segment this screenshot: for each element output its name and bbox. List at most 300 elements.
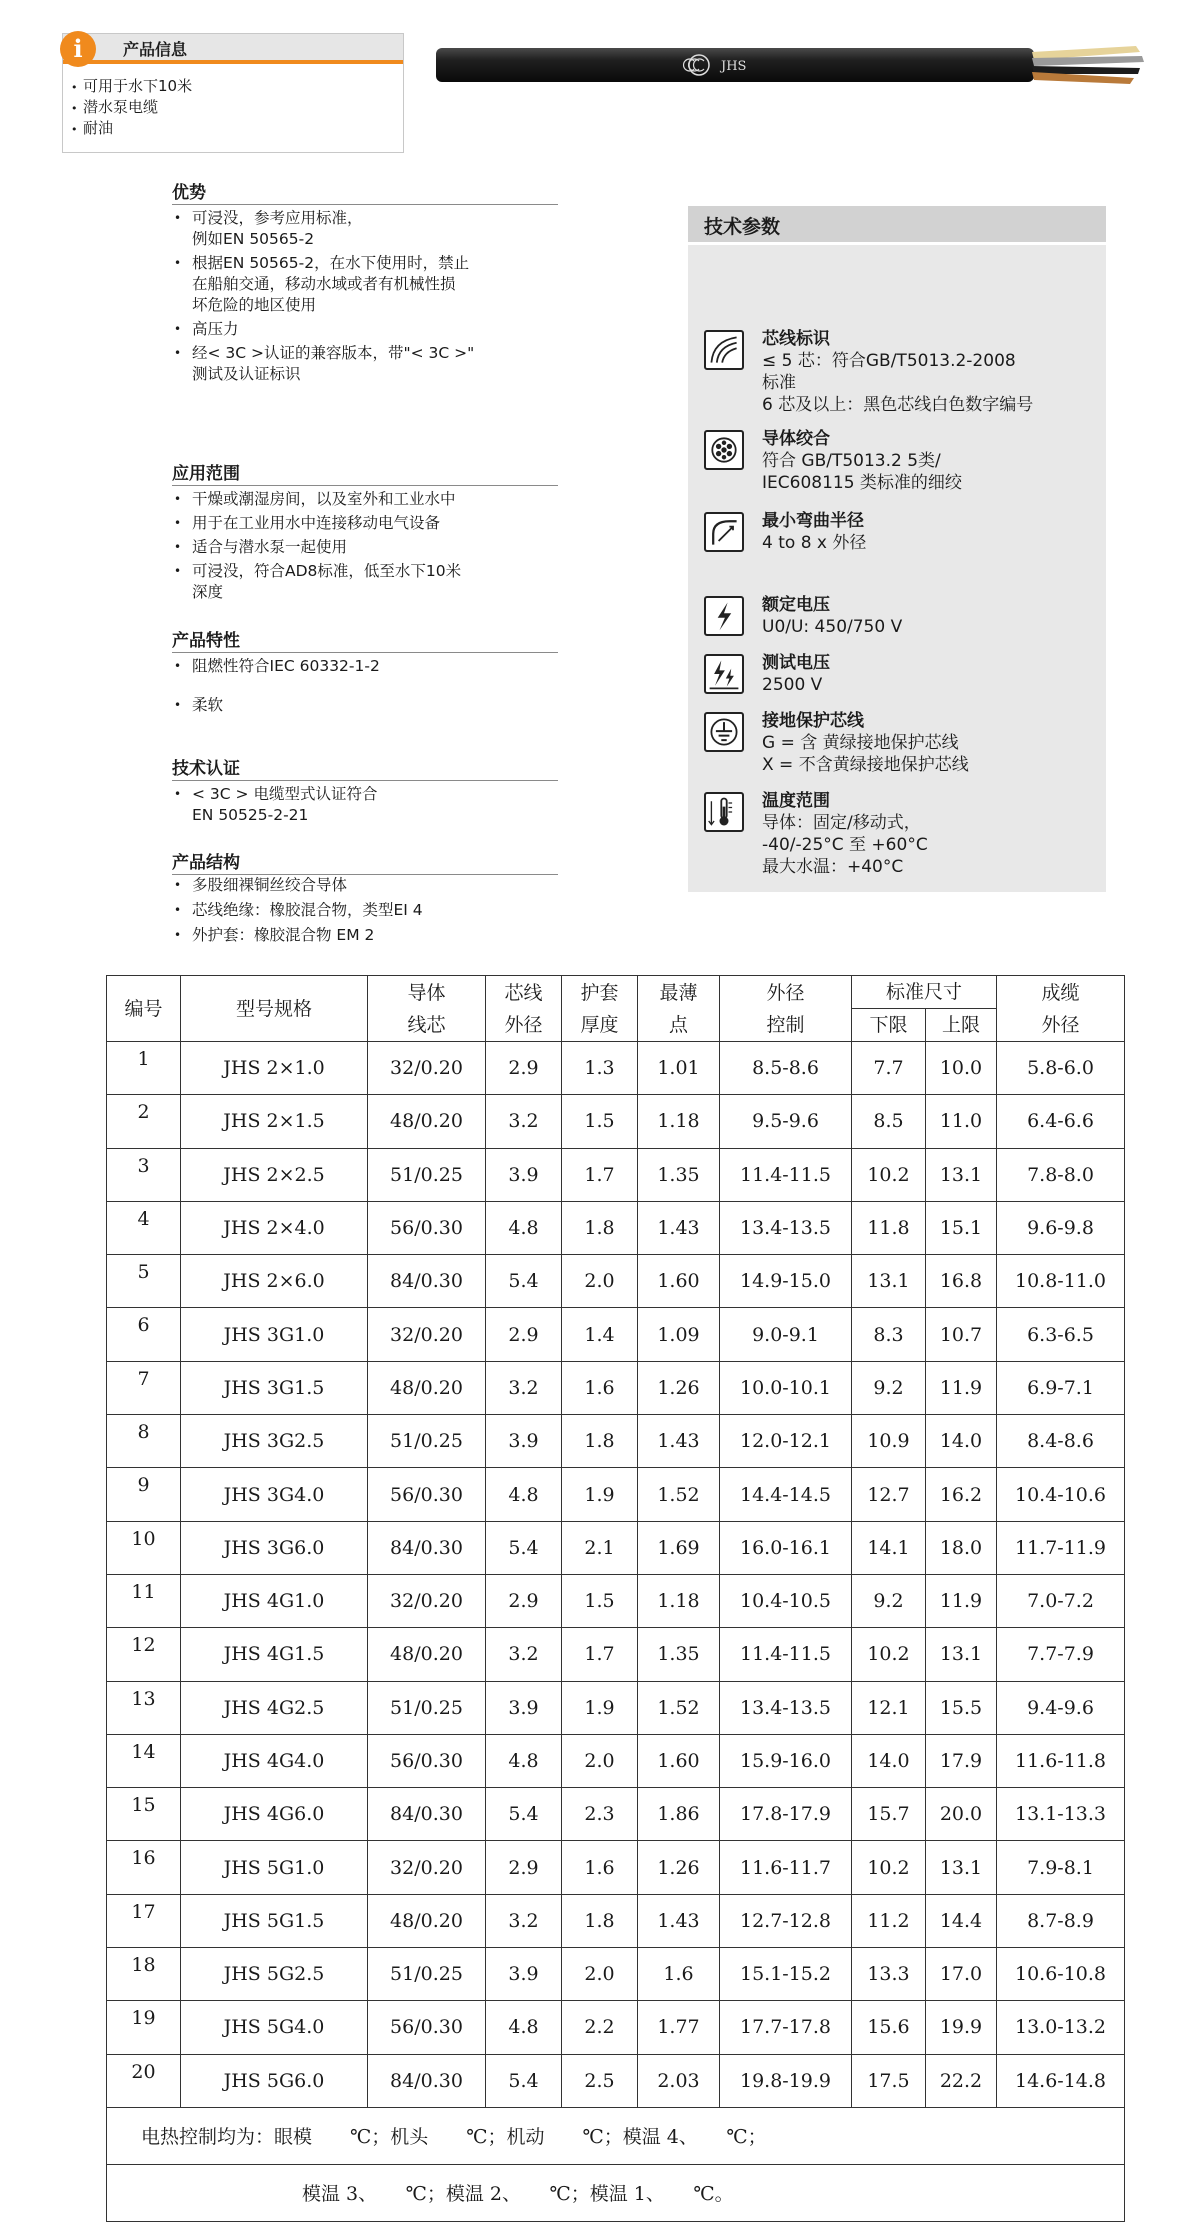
cell-conductor: 84/0.30 (368, 1255, 486, 1308)
cell-model: JHS 4G1.5 (181, 1628, 368, 1681)
tech-params-title: 技术参数 (704, 216, 781, 238)
cell-upper: 22.2 (926, 2054, 997, 2107)
cell-conductor: 32/0.20 (368, 1308, 486, 1361)
product-info-title: 产品信息 (123, 40, 188, 59)
cell-lower: 12.7 (852, 1468, 926, 1521)
header-core-od (486, 976, 562, 1042)
cell-model: JHS 5G1.5 (181, 1894, 368, 1947)
cell-thinnest: 1.35 (638, 1628, 720, 1681)
cell-sheath: 2.2 (562, 2001, 638, 2054)
cell-upper: 17.0 (926, 1948, 997, 2001)
cell-core-od: 4.8 (486, 2001, 562, 2054)
table-footer-row (107, 2164, 1125, 2221)
cell-conductor: 48/0.20 (368, 1894, 486, 1947)
cell-core-od: 3.2 (486, 1095, 562, 1148)
header-thinnest (638, 976, 720, 1042)
cell-no: 12 (107, 1628, 181, 1681)
ground-icon (704, 712, 744, 752)
cell-upper: 10.0 (926, 1042, 997, 1095)
param-title: 导体绞合 (762, 429, 830, 449)
header-line: 芯线 (504, 981, 543, 1004)
cell-upper: 18.0 (926, 1521, 997, 1574)
param-line: -40/-25°C 至 +60°C (762, 835, 928, 855)
cell-sheath: 1.8 (562, 1415, 638, 1468)
cell-model: JHS 3G6.0 (181, 1521, 368, 1574)
param-title: 测试电压 (762, 653, 830, 673)
cell-sheath: 1.9 (562, 1468, 638, 1521)
cell-sheath: 1.4 (562, 1308, 638, 1361)
cell-cable-od: 7.7-7.9 (997, 1628, 1125, 1681)
cell-sheath: 1.8 (562, 1894, 638, 1947)
cell-cable-od: 9.4-9.6 (997, 1681, 1125, 1734)
table-row (107, 1521, 1125, 1574)
cell-od-control: 17.7-17.8 (720, 2001, 852, 2054)
cell-no: 14 (107, 1734, 181, 1787)
cell-od-control: 14.9-15.0 (720, 1255, 852, 1308)
header-line: 外径 (1041, 1013, 1080, 1036)
cell-upper: 11.0 (926, 1095, 997, 1148)
cell-model: JHS 5G1.0 (181, 1841, 368, 1894)
list-item: • 适合与潜水泵一起使用 (172, 537, 558, 558)
cell-cable-od: 7.8-8.0 (997, 1148, 1125, 1201)
cell-no: 10 (107, 1521, 181, 1574)
cell-thinnest: 2.03 (638, 2054, 720, 2107)
cell-upper: 15.5 (926, 1681, 997, 1734)
conductor-strand-icon (704, 430, 744, 470)
param-title: 最小弯曲半径 (762, 511, 864, 531)
cell-core-od: 2.9 (486, 1574, 562, 1627)
table-row (107, 1681, 1125, 1734)
cell-lower: 14.0 (852, 1734, 926, 1787)
cell-sheath: 2.3 (562, 1788, 638, 1841)
section-title: 产品结构 (172, 852, 558, 875)
cell-lower: 15.6 (852, 2001, 926, 2054)
cell-sheath: 2.0 (562, 1255, 638, 1308)
table-row (107, 1361, 1125, 1414)
cell-model: JHS 3G1.0 (181, 1308, 368, 1361)
header-line: 外径 (766, 981, 805, 1004)
cell-lower: 13.3 (852, 1948, 926, 2001)
cell-od-control: 11.4-11.5 (720, 1628, 852, 1681)
cell-cable-od: 13.1-13.3 (997, 1788, 1125, 1841)
list-item: • 潜水泵电缆 (71, 97, 192, 118)
cell-no: 11 (107, 1574, 181, 1627)
cell-cable-od: 6.3-6.5 (997, 1308, 1125, 1361)
cell-conductor: 51/0.25 (368, 1148, 486, 1201)
cell-od-control: 11.4-11.5 (720, 1148, 852, 1201)
spec-table-body (107, 1042, 1125, 2108)
cell-upper: 13.1 (926, 1841, 997, 1894)
cell-sheath: 2.1 (562, 1521, 638, 1574)
cell-core-od: 3.2 (486, 1628, 562, 1681)
cell-cable-od: 11.6-11.8 (997, 1734, 1125, 1787)
header-line: 护套 (580, 981, 619, 1004)
application-list (172, 489, 558, 603)
table-row (107, 1095, 1125, 1148)
cell-od-control: 15.9-16.0 (720, 1734, 852, 1787)
temperature-icon (704, 792, 744, 832)
cell-model: JHS 4G2.5 (181, 1681, 368, 1734)
cell-upper: 11.9 (926, 1574, 997, 1627)
cell-no: 7 (107, 1361, 181, 1414)
cell-cable-od: 11.7-11.9 (997, 1521, 1125, 1574)
cell-no: 8 (107, 1415, 181, 1468)
cell-od-control: 12.0-12.1 (720, 1415, 852, 1468)
section-title: 技术认证 (172, 758, 558, 781)
structure-section (172, 852, 558, 949)
list-item: • 用于在工业用水中连接移动电气设备 (172, 513, 558, 534)
cell-upper: 14.4 (926, 1894, 997, 1947)
param-line: IEC608115 类标准的细绞 (762, 473, 962, 493)
cell-conductor: 48/0.20 (368, 1628, 486, 1681)
cell-no: 2 (107, 1095, 181, 1148)
param-line: 2500 V (762, 675, 823, 695)
cell-model: JHS 5G2.5 (181, 1948, 368, 2001)
cell-sheath: 1.5 (562, 1095, 638, 1148)
param-line: 导体：固定/移动式， (762, 813, 921, 833)
cell-model: JHS 2×1.0 (181, 1042, 368, 1095)
cell-thinnest: 1.52 (638, 1468, 720, 1521)
param-line: 标准 (762, 373, 796, 393)
header-line: 成缆 (1041, 981, 1080, 1004)
application-section (172, 463, 558, 606)
cell-cable-od: 5.8-6.0 (997, 1042, 1125, 1095)
cell-lower: 7.7 (852, 1042, 926, 1095)
list-item: • < 3C > 电缆型式认证符合 EN 50525-2-21 (172, 784, 558, 826)
structure-list (172, 875, 558, 946)
cell-od-control: 19.8-19.9 (720, 2054, 852, 2107)
cell-upper: 16.2 (926, 1468, 997, 1521)
header-no: 编号 (107, 976, 181, 1042)
cell-thinnest: 1.86 (638, 1788, 720, 1841)
info-icon: i (60, 31, 96, 67)
cell-thinnest: 1.43 (638, 1415, 720, 1468)
table-footer-row (107, 2107, 1125, 2164)
cable-label: JHS (721, 59, 747, 74)
cell-conductor: 32/0.20 (368, 1574, 486, 1627)
bend-radius-icon (704, 512, 744, 552)
cell-thinnest: 1.43 (638, 1201, 720, 1254)
cell-cable-od: 6.9-7.1 (997, 1361, 1125, 1414)
cell-sheath: 1.6 (562, 1361, 638, 1414)
table-row (107, 1894, 1125, 1947)
product-info-header (63, 34, 403, 64)
cell-core-od: 5.4 (486, 1788, 562, 1841)
cell-core-od: 2.9 (486, 1308, 562, 1361)
cell-cable-od: 7.9-8.1 (997, 1841, 1125, 1894)
cell-cable-od: 8.7-8.9 (997, 1894, 1125, 1947)
table-row (107, 1841, 1125, 1894)
cell-model: JHS 3G4.0 (181, 1468, 368, 1521)
list-item: • 干燥或潮湿房间，以及室外和工业水中 (172, 489, 558, 510)
cell-sheath: 2.5 (562, 2054, 638, 2107)
cell-no: 6 (107, 1308, 181, 1361)
table-row (107, 2001, 1125, 2054)
cell-thinnest: 1.35 (638, 1148, 720, 1201)
footer-note: 电热控制均为：眼模 ℃；机头 ℃；机动 ℃；模温 4、 ℃； (107, 2107, 1125, 2164)
cell-lower: 10.9 (852, 1415, 926, 1468)
cell-lower: 15.7 (852, 1788, 926, 1841)
cell-model: JHS 4G6.0 (181, 1788, 368, 1841)
cell-thinnest: 1.43 (638, 1894, 720, 1947)
table-row (107, 1788, 1125, 1841)
list-item: • 多股细裸铜丝绞合导体 (172, 875, 558, 896)
param-title: 芯线标识 (762, 329, 830, 349)
cell-conductor: 48/0.20 (368, 1361, 486, 1414)
core-marking-icon (704, 330, 744, 370)
cell-upper: 17.9 (926, 1734, 997, 1787)
cell-od-control: 16.0-16.1 (720, 1521, 852, 1574)
cell-cable-od: 10.8-11.0 (997, 1255, 1125, 1308)
cell-lower: 8.3 (852, 1308, 926, 1361)
cell-od-control: 10.0-10.1 (720, 1361, 852, 1414)
cell-lower: 13.1 (852, 1255, 926, 1308)
cell-thinnest: 1.60 (638, 1255, 720, 1308)
cable-image (436, 44, 1146, 86)
param-line: 最大水温：+40°C (762, 857, 904, 877)
cell-upper: 14.0 (926, 1415, 997, 1468)
cell-sheath: 1.8 (562, 1201, 638, 1254)
cell-thinnest: 1.52 (638, 1681, 720, 1734)
list-item: • 根据EN 50565-2，在水下使用时，禁止 在船舶交通，移动水域或者有机械性损 坏危险的地区使用 (172, 253, 558, 316)
param-title: 温度范围 (762, 791, 830, 811)
cell-conductor: 56/0.30 (368, 2001, 486, 2054)
cell-lower: 8.5 (852, 1095, 926, 1148)
cell-conductor: 51/0.25 (368, 1415, 486, 1468)
cell-conductor: 48/0.20 (368, 1095, 486, 1148)
cell-conductor: 56/0.30 (368, 1734, 486, 1787)
product-info-list (71, 76, 192, 139)
cell-core-od: 2.9 (486, 1042, 562, 1095)
header-line: 线芯 (407, 1013, 446, 1036)
list-item: • 经< 3C >认证的兼容版本，带"< 3C >" 测试及认证标识 (172, 343, 558, 385)
cell-model: JHS 5G4.0 (181, 2001, 368, 2054)
cell-model: JHS 2×4.0 (181, 1201, 368, 1254)
cell-od-control: 10.4-10.5 (720, 1574, 852, 1627)
header-line: 厚度 (580, 1013, 619, 1036)
cell-upper: 15.1 (926, 1201, 997, 1254)
cell-upper: 16.8 (926, 1255, 997, 1308)
cell-lower: 10.2 (852, 1628, 926, 1681)
cell-model: JHS 2×2.5 (181, 1148, 368, 1201)
cell-thinnest: 1.26 (638, 1841, 720, 1894)
table-row (107, 1042, 1125, 1095)
cell-thinnest: 1.60 (638, 1734, 720, 1787)
cell-core-od: 4.8 (486, 1734, 562, 1787)
header-line: 外径 (504, 1013, 543, 1036)
header-line: 导体 (407, 981, 446, 1004)
cell-thinnest: 1.69 (638, 1521, 720, 1574)
cell-upper: 20.0 (926, 1788, 997, 1841)
cell-upper: 13.1 (926, 1148, 997, 1201)
cell-lower: 10.2 (852, 1841, 926, 1894)
param-line: ≤ 5 芯：符合GB/T5013.2-2008 (762, 351, 1016, 371)
param-title: 接地保护芯线 (762, 711, 864, 731)
param-line: 4 to 8 x 外径 (762, 533, 867, 553)
cell-sheath: 1.7 (562, 1628, 638, 1681)
table-row (107, 1574, 1125, 1627)
table-row (107, 1734, 1125, 1787)
cell-od-control: 12.7-12.8 (720, 1894, 852, 1947)
cell-conductor: 56/0.30 (368, 1201, 486, 1254)
cell-cable-od: 7.0-7.2 (997, 1574, 1125, 1627)
cell-no: 18 (107, 1948, 181, 2001)
cell-od-control: 8.5-8.6 (720, 1042, 852, 1095)
section-title: 优势 (172, 182, 558, 205)
cell-conductor: 32/0.20 (368, 1042, 486, 1095)
cell-thinnest: 1.18 (638, 1574, 720, 1627)
cell-core-od: 3.9 (486, 1415, 562, 1468)
cell-od-control: 14.4-14.5 (720, 1468, 852, 1521)
param-line: 6 芯及以上：黑色芯线白色数字编号 (762, 395, 1034, 415)
cell-cable-od: 10.6-10.8 (997, 1948, 1125, 2001)
tech-params-header (688, 206, 1106, 245)
cell-no: 19 (107, 2001, 181, 2054)
cell-model: JHS 3G1.5 (181, 1361, 368, 1414)
cell-core-od: 3.9 (486, 1948, 562, 2001)
param-line: G = 含 黄绿接地保护芯线 (762, 733, 959, 753)
voltage-icon (704, 596, 744, 636)
certification-section (172, 758, 558, 829)
cell-thinnest: 1.6 (638, 1948, 720, 2001)
cell-lower: 11.2 (852, 1894, 926, 1947)
header-line: 最薄 (659, 981, 698, 1004)
list-item: • 柔软 (172, 695, 558, 716)
cell-model: JHS 4G4.0 (181, 1734, 368, 1787)
cell-lower: 12.1 (852, 1681, 926, 1734)
cell-no: 20 (107, 2054, 181, 2107)
table-row (107, 1201, 1125, 1254)
cell-thinnest: 1.01 (638, 1042, 720, 1095)
cell-cable-od: 9.6-9.8 (997, 1201, 1125, 1254)
cell-no: 1 (107, 1042, 181, 1095)
cell-lower: 14.1 (852, 1521, 926, 1574)
cell-sheath: 1.7 (562, 1148, 638, 1201)
list-item: • 外护套：橡胶混合物 EM 2 (172, 925, 558, 946)
header-od-control (720, 976, 852, 1042)
param-line: X = 不含黄绿接地保护芯线 (762, 755, 969, 775)
header-line: 控制 (766, 1013, 805, 1036)
cell-core-od: 3.9 (486, 1681, 562, 1734)
cell-core-od: 5.4 (486, 2054, 562, 2107)
cell-od-control: 15.1-15.2 (720, 1948, 852, 2001)
cell-core-od: 2.9 (486, 1841, 562, 1894)
cell-conductor: 84/0.30 (368, 1521, 486, 1574)
cell-conductor: 51/0.25 (368, 1681, 486, 1734)
cell-no: 4 (107, 1201, 181, 1254)
cell-no: 3 (107, 1148, 181, 1201)
cell-no: 9 (107, 1468, 181, 1521)
cell-sheath: 2.0 (562, 1948, 638, 2001)
list-item: • 阻燃性符合IEC 60332-1-2 (172, 656, 558, 677)
cell-od-control: 9.0-9.1 (720, 1308, 852, 1361)
table-row (107, 1148, 1125, 1201)
cell-cable-od: 13.0-13.2 (997, 2001, 1125, 2054)
cell-sheath: 1.3 (562, 1042, 638, 1095)
cell-od-control: 13.4-13.5 (720, 1681, 852, 1734)
list-item: • 可浸没，符合AD8标准，低至水下10米 深度 (172, 561, 558, 603)
cell-lower: 17.5 (852, 2054, 926, 2107)
certification-list (172, 784, 558, 826)
list-item: • 可浸没，参考应用标准， 例如EN 50565-2 (172, 208, 558, 250)
table-row (107, 1628, 1125, 1681)
cell-model: JHS 2×6.0 (181, 1255, 368, 1308)
cell-model: JHS 4G1.0 (181, 1574, 368, 1627)
cell-no: 15 (107, 1788, 181, 1841)
cell-lower: 11.8 (852, 1201, 926, 1254)
cell-thinnest: 1.77 (638, 2001, 720, 2054)
header-lower: 下限 (852, 1009, 926, 1042)
section-title: 应用范围 (172, 463, 558, 486)
cell-no: 17 (107, 1894, 181, 1947)
cell-lower: 10.2 (852, 1148, 926, 1201)
table-header-row (107, 976, 1125, 1009)
list-item: • 可用于水下10米 (71, 76, 192, 97)
cell-core-od: 3.2 (486, 1361, 562, 1414)
cell-core-od: 3.9 (486, 1148, 562, 1201)
tech-params-panel (688, 206, 1106, 892)
table-row (107, 2054, 1125, 2107)
cell-cable-od: 6.4-6.6 (997, 1095, 1125, 1148)
cell-sheath: 1.5 (562, 1574, 638, 1627)
cell-conductor: 32/0.20 (368, 1841, 486, 1894)
cell-model: JHS 5G6.0 (181, 2054, 368, 2107)
cell-no: 5 (107, 1255, 181, 1308)
cell-thinnest: 1.18 (638, 1095, 720, 1148)
list-item: • 高压力 (172, 319, 558, 340)
header-conductor (368, 976, 486, 1042)
cell-sheath: 1.9 (562, 1681, 638, 1734)
cell-thinnest: 1.26 (638, 1361, 720, 1414)
header-upper: 上限 (926, 1009, 997, 1042)
product-info-box (62, 33, 404, 153)
cell-conductor: 84/0.30 (368, 1788, 486, 1841)
spec-table (106, 975, 1125, 2222)
cell-no: 16 (107, 1841, 181, 1894)
param-line: U0/U: 450/750 V (762, 617, 903, 637)
footer-note: 模温 3、 ℃；模温 2、 ℃；模温 1、 ℃。 (107, 2164, 1125, 2221)
cell-od-control: 17.8-17.9 (720, 1788, 852, 1841)
advantages-section (172, 182, 558, 388)
cell-cable-od: 8.4-8.6 (997, 1415, 1125, 1468)
cell-od-control: 13.4-13.5 (720, 1201, 852, 1254)
features-section (172, 630, 558, 719)
header-sheath (562, 976, 638, 1042)
list-item: • 耐油 (71, 118, 192, 139)
cell-conductor: 56/0.30 (368, 1468, 486, 1521)
cell-model: JHS 3G2.5 (181, 1415, 368, 1468)
header-model: 型号规格 (181, 976, 368, 1042)
cell-model: JHS 2×1.5 (181, 1095, 368, 1148)
spec-table-footer (107, 2107, 1125, 2221)
cell-upper: 10.7 (926, 1308, 997, 1361)
cell-upper: 11.9 (926, 1361, 997, 1414)
list-item: • 芯线绝缘：橡胶混合物，类型EI 4 (172, 900, 558, 921)
cell-upper: 19.9 (926, 2001, 997, 2054)
header-std-size: 标准尺寸 (852, 976, 997, 1009)
cell-core-od: 4.8 (486, 1201, 562, 1254)
cell-conductor: 51/0.25 (368, 1948, 486, 2001)
cell-od-control: 11.6-11.7 (720, 1841, 852, 1894)
test-voltage-icon (704, 654, 744, 694)
table-row (107, 1255, 1125, 1308)
cell-thinnest: 1.09 (638, 1308, 720, 1361)
param-title: 额定电压 (762, 595, 830, 615)
cell-od-control: 9.5-9.6 (720, 1095, 852, 1148)
header-line: 点 (668, 1013, 688, 1036)
cell-sheath: 1.6 (562, 1841, 638, 1894)
cell-sheath: 2.0 (562, 1734, 638, 1787)
